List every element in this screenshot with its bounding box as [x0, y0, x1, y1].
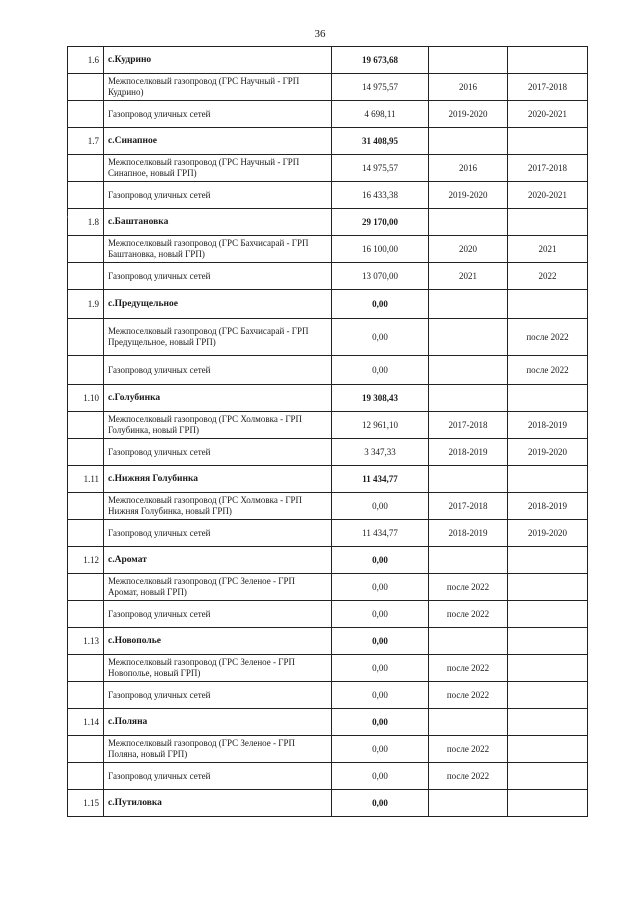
row-number	[68, 574, 104, 601]
row-period-2	[508, 466, 588, 493]
row-name: Газопровод уличных сетей	[104, 763, 332, 790]
row-number: 1.9	[68, 290, 104, 319]
row-name: с.Путиловка	[104, 790, 332, 817]
row-cost-value: 0,00	[332, 763, 429, 790]
row-cost-value: 13 070,00	[332, 263, 429, 290]
table-row-settlement	[68, 628, 588, 655]
row-period-2: 2020-2021	[508, 182, 588, 209]
row-number	[68, 682, 104, 709]
row-number	[68, 736, 104, 763]
row-cost-value: 0,00	[332, 356, 429, 385]
row-period-2: 2019-2020	[508, 439, 588, 466]
row-period-2: после 2022	[508, 319, 588, 356]
table-row-item	[68, 655, 588, 682]
row-number	[68, 655, 104, 682]
row-number	[68, 263, 104, 290]
table-row-settlement	[68, 547, 588, 574]
table-row-item	[68, 319, 588, 356]
row-period-2	[508, 709, 588, 736]
row-number	[68, 182, 104, 209]
row-number	[68, 236, 104, 263]
row-number: 1.11	[68, 466, 104, 493]
row-period-2	[508, 47, 588, 74]
row-period-2	[508, 601, 588, 628]
row-number	[68, 155, 104, 182]
row-period-1: 2021	[429, 263, 508, 290]
table-body	[68, 47, 588, 817]
row-cost-value: 0,00	[332, 493, 429, 520]
row-cost-value: 0,00	[332, 319, 429, 356]
row-period-2	[508, 128, 588, 155]
row-number	[68, 74, 104, 101]
table-row-settlement	[68, 709, 588, 736]
row-period-2	[508, 290, 588, 319]
row-period-2	[508, 209, 588, 236]
row-name: Газопровод уличных сетей	[104, 356, 332, 385]
row-cost-value: 0,00	[332, 547, 429, 574]
table-row-settlement	[68, 290, 588, 319]
row-period-2: 2022	[508, 263, 588, 290]
row-period-1: 2019-2020	[429, 101, 508, 128]
row-period-1: 2018-2019	[429, 520, 508, 547]
row-period-1: 2019-2020	[429, 182, 508, 209]
table-row-settlement	[68, 209, 588, 236]
row-cost-value: 0,00	[332, 790, 429, 817]
row-number	[68, 763, 104, 790]
table-row-item	[68, 356, 588, 385]
row-number	[68, 101, 104, 128]
row-period-1	[429, 709, 508, 736]
row-number	[68, 319, 104, 356]
row-number: 1.15	[68, 790, 104, 817]
row-period-1	[429, 356, 508, 385]
row-cost-value: 11 434,77	[332, 466, 429, 493]
row-name: с.Голубинка	[104, 385, 332, 412]
row-period-2	[508, 574, 588, 601]
table-row-settlement	[68, 790, 588, 817]
row-name: с.Новополье	[104, 628, 332, 655]
row-number: 1.10	[68, 385, 104, 412]
row-period-2: 2017-2018	[508, 155, 588, 182]
row-name: Газопровод уличных сетей	[104, 182, 332, 209]
row-name: Межпоселковый газопровод (ГРС Бахчисарай - ГРП Предущельное, новый ГРП)	[104, 319, 332, 356]
row-period-2	[508, 628, 588, 655]
table-row-settlement	[68, 466, 588, 493]
row-period-1	[429, 790, 508, 817]
row-period-2	[508, 790, 588, 817]
row-period-1: 2016	[429, 155, 508, 182]
row-name: с.Баштановка	[104, 209, 332, 236]
table-row-item	[68, 574, 588, 601]
row-period-2	[508, 682, 588, 709]
row-cost-value: 14 975,57	[332, 155, 429, 182]
table-row-item	[68, 74, 588, 101]
row-cost-value: 0,00	[332, 574, 429, 601]
table-row-item	[68, 155, 588, 182]
row-name: Газопровод уличных сетей	[104, 101, 332, 128]
row-period-1	[429, 209, 508, 236]
table-row-item	[68, 182, 588, 209]
row-cost-value: 0,00	[332, 628, 429, 655]
row-cost-value: 0,00	[332, 736, 429, 763]
row-number	[68, 493, 104, 520]
row-period-2: 2018-2019	[508, 412, 588, 439]
row-cost-value: 12 961,10	[332, 412, 429, 439]
table-row-item	[68, 439, 588, 466]
row-cost-value: 4 698,11	[332, 101, 429, 128]
row-number: 1.6	[68, 47, 104, 74]
row-cost-value: 16 100,00	[332, 236, 429, 263]
table-row-item	[68, 736, 588, 763]
row-period-1: после 2022	[429, 736, 508, 763]
row-cost-value: 19 308,43	[332, 385, 429, 412]
row-period-1	[429, 128, 508, 155]
row-period-1	[429, 385, 508, 412]
row-period-1	[429, 319, 508, 356]
row-cost-value: 16 433,38	[332, 182, 429, 209]
row-period-1: после 2022	[429, 574, 508, 601]
row-period-2: 2021	[508, 236, 588, 263]
row-name: с.Аромат	[104, 547, 332, 574]
row-period-1	[429, 290, 508, 319]
table-row-settlement	[68, 128, 588, 155]
table-row-item	[68, 520, 588, 547]
table-row-item	[68, 263, 588, 290]
row-number	[68, 601, 104, 628]
row-name: Газопровод уличных сетей	[104, 601, 332, 628]
gas-pipeline-table	[67, 46, 588, 817]
page-number: 36	[314, 28, 326, 40]
row-number	[68, 520, 104, 547]
row-name: с.Поляна	[104, 709, 332, 736]
row-name: Межпоселковый газопровод (ГРС Научный - ГРП Кудрино)	[104, 74, 332, 101]
row-period-2	[508, 385, 588, 412]
row-period-1: 2017-2018	[429, 412, 508, 439]
row-name: Межпоселковый газопровод (ГРС Холмовка - ГРП Нижняя Голубинка, новый ГРП)	[104, 493, 332, 520]
row-period-1: после 2022	[429, 655, 508, 682]
row-number: 1.12	[68, 547, 104, 574]
row-name: Межпоселковый газопровод (ГРС Бахчисарай - ГРП Баштановка, новый ГРП)	[104, 236, 332, 263]
row-period-2: 2019-2020	[508, 520, 588, 547]
row-cost-value: 0,00	[332, 290, 429, 319]
row-period-2: 2018-2019	[508, 493, 588, 520]
table-row-item	[68, 101, 588, 128]
row-cost-value: 0,00	[332, 709, 429, 736]
row-name: Газопровод уличных сетей	[104, 682, 332, 709]
table-row-item	[68, 236, 588, 263]
row-period-2: после 2022	[508, 356, 588, 385]
row-name: с.Предущельное	[104, 290, 332, 319]
row-name: Межпоселковый газопровод (ГРС Холмовка - ГРП Голубинка, новый ГРП)	[104, 412, 332, 439]
row-period-2	[508, 736, 588, 763]
row-period-1: 2020	[429, 236, 508, 263]
row-name: Межпоселковый газопровод (ГРС Зеленое - ГРП Аромат, новый ГРП)	[104, 574, 332, 601]
row-name: с.Синапное	[104, 128, 332, 155]
row-name: Межпоселковый газопровод (ГРС Зеленое - ГРП Новополье, новый ГРП)	[104, 655, 332, 682]
row-name: Межпоселковый газопровод (ГРС Зеленое - ГРП Поляна, новый ГРП)	[104, 736, 332, 763]
row-period-1: после 2022	[429, 763, 508, 790]
table-row-item	[68, 412, 588, 439]
row-number: 1.7	[68, 128, 104, 155]
row-cost-value: 19 673,68	[332, 47, 429, 74]
row-period-1: после 2022	[429, 682, 508, 709]
row-name: Газопровод уличных сетей	[104, 263, 332, 290]
row-name: с.Кудрино	[104, 47, 332, 74]
row-period-1: после 2022	[429, 601, 508, 628]
row-period-1	[429, 628, 508, 655]
row-cost-value: 0,00	[332, 601, 429, 628]
row-period-1	[429, 547, 508, 574]
row-name: Межпоселковый газопровод (ГРС Научный - ГРП Синапное, новый ГРП)	[104, 155, 332, 182]
row-name: Газопровод уличных сетей	[104, 520, 332, 547]
row-name: с.Нижняя Голубинка	[104, 466, 332, 493]
row-period-1: 2018-2019	[429, 439, 508, 466]
row-period-2	[508, 763, 588, 790]
row-number	[68, 412, 104, 439]
row-period-2: 2017-2018	[508, 74, 588, 101]
row-number	[68, 356, 104, 385]
row-period-1	[429, 47, 508, 74]
row-cost-value: 31 408,95	[332, 128, 429, 155]
row-cost-value: 3 347,33	[332, 439, 429, 466]
row-cost-value: 11 434,77	[332, 520, 429, 547]
row-cost-value: 0,00	[332, 682, 429, 709]
row-period-2	[508, 655, 588, 682]
row-period-2	[508, 547, 588, 574]
scan-mark: ·	[66, 213, 69, 222]
table-row-item	[68, 493, 588, 520]
table-row-item	[68, 601, 588, 628]
row-number: 1.13	[68, 628, 104, 655]
table-row-item	[68, 763, 588, 790]
row-number: 1.14	[68, 709, 104, 736]
row-period-1: 2016	[429, 74, 508, 101]
row-cost-value: 0,00	[332, 655, 429, 682]
table-row-settlement	[68, 47, 588, 74]
table-row-item	[68, 682, 588, 709]
row-name: Газопровод уличных сетей	[104, 439, 332, 466]
row-number	[68, 439, 104, 466]
table-row-settlement	[68, 385, 588, 412]
row-period-1: 2017-2018	[429, 493, 508, 520]
row-cost-value: 14 975,57	[332, 74, 429, 101]
row-period-2: 2020-2021	[508, 101, 588, 128]
row-cost-value: 29 170,00	[332, 209, 429, 236]
row-number: 1.8	[68, 209, 104, 236]
row-period-1	[429, 466, 508, 493]
